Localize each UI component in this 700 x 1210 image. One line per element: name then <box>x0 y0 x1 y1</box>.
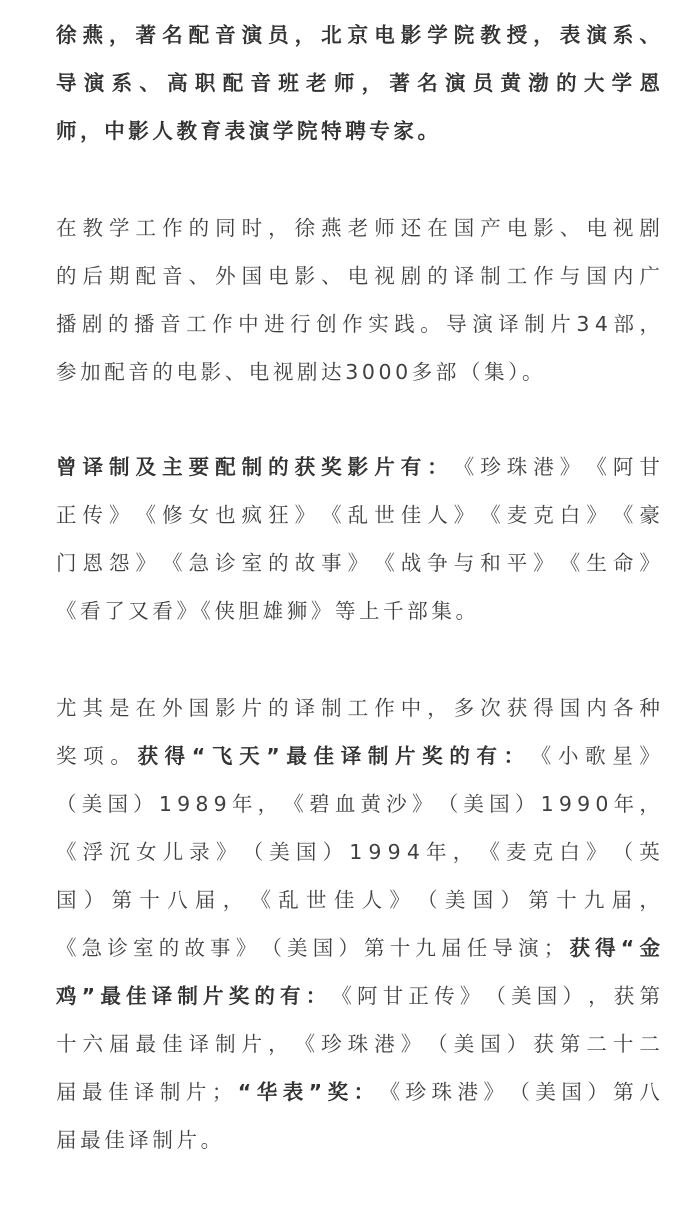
text-run: 《看了又看》《侠胆雄狮》等上千部集。 <box>56 599 480 623</box>
text-line: 徐 燕 ， 著 名 配 音 演 员 ， 北 京 电 影 学 院 教 授 ， 表 演 系 、 <box>56 23 660 47</box>
text-line <box>56 114 660 148</box>
text-run: 参加配音的电影、电视剧达3000多部（集）。 <box>56 360 547 384</box>
text-line: 届 最 佳 译 制 片 ； “ 华 表 ” 奖 ： 《 珍 珠 港 》 （ 美 国 ） 第 八 <box>56 1080 660 1104</box>
text-line: 导 演 系 、 高 职 配 音 班 老 师 ， 著 名 演 员 黄 渤 的 大 学 恩 <box>56 71 660 95</box>
text-line: 播 剧 的 播 音 工 作 中 进 行 创 作 实 践 。 导 演 译 制 片 3 4 部 ， <box>56 312 660 336</box>
text-line: 正 传 》 《 修 女 也 疯 狂 》 《 乱 世 佳 人 》 《 麦 克 白 》 《 豪 <box>56 503 660 527</box>
text-line <box>56 594 660 628</box>
text-line: 的 后 期 配 音 、 外 国 电 影 、 电 视 剧 的 译 制 工 作 与 国 内 广 <box>56 264 660 288</box>
text-line: 十 六 届 最 佳 译 制 片 ， 《 珍 珠 港 》 （ 美 国 ） 获 第 二 十 二 <box>56 1032 660 1056</box>
text-line: 曾 译 制 及 主 要 配 制 的 获 奖 影 片 有 ： 《 珍 珠 港 》 《 阿 甘 <box>56 455 660 479</box>
bold-text-run: 师，中影人教育表演学院特聘专家。 <box>56 119 442 143</box>
text-line <box>56 1123 660 1157</box>
text-line: 《 浮 沉 女 儿 录 》 （ 美 国 ） 1 9 9 4 年 ， 《 麦 克 白 》 （ 英 <box>56 840 660 864</box>
text-line: 鸡 ” 最 佳 译 制 片 奖 的 有 ： 《 阿 甘 正 传 》 （ 美 国 ） ， 获 第 <box>56 984 660 1008</box>
text-line: 门 恩 怨 》 《 急 诊 室 的 故 事 》 《 战 争 与 和 平 》 《 生 命 》 <box>56 551 660 575</box>
text-line: 奖 项 。 获 得 “ 飞 天 ” 最 佳 译 制 片 奖 的 有 ： 《 小 歌 星 》 <box>56 744 660 768</box>
text-line: 《 急 诊 室 的 故 事 》 （ 美 国 ） 第 十 九 届 任 导 演 ； 获 得 “ 金 <box>56 936 660 960</box>
text-line <box>56 355 660 389</box>
text-line: 国 ） 第 十 八 届 ， 《 乱 世 佳 人 》 （ 美 国 ） 第 十 九 届 ， <box>56 888 660 912</box>
text-run: 届最佳译制片。 <box>56 1128 225 1152</box>
text-line: 尤 其 是 在 外 国 影 片 的 译 制 工 作 中 ， 多 次 获 得 国 内 各 种 <box>56 696 660 720</box>
text-line: （ 美 国 ） 1 9 8 9 年 ， 《 碧 血 黄 沙 》 （ 美 国 ） 1 9 9 0 年 ， <box>56 792 660 816</box>
text-line: 在 教 学 工 作 的 同 时 ， 徐 燕 老 师 还 在 国 产 电 影 、 电 视 剧 <box>56 216 660 240</box>
